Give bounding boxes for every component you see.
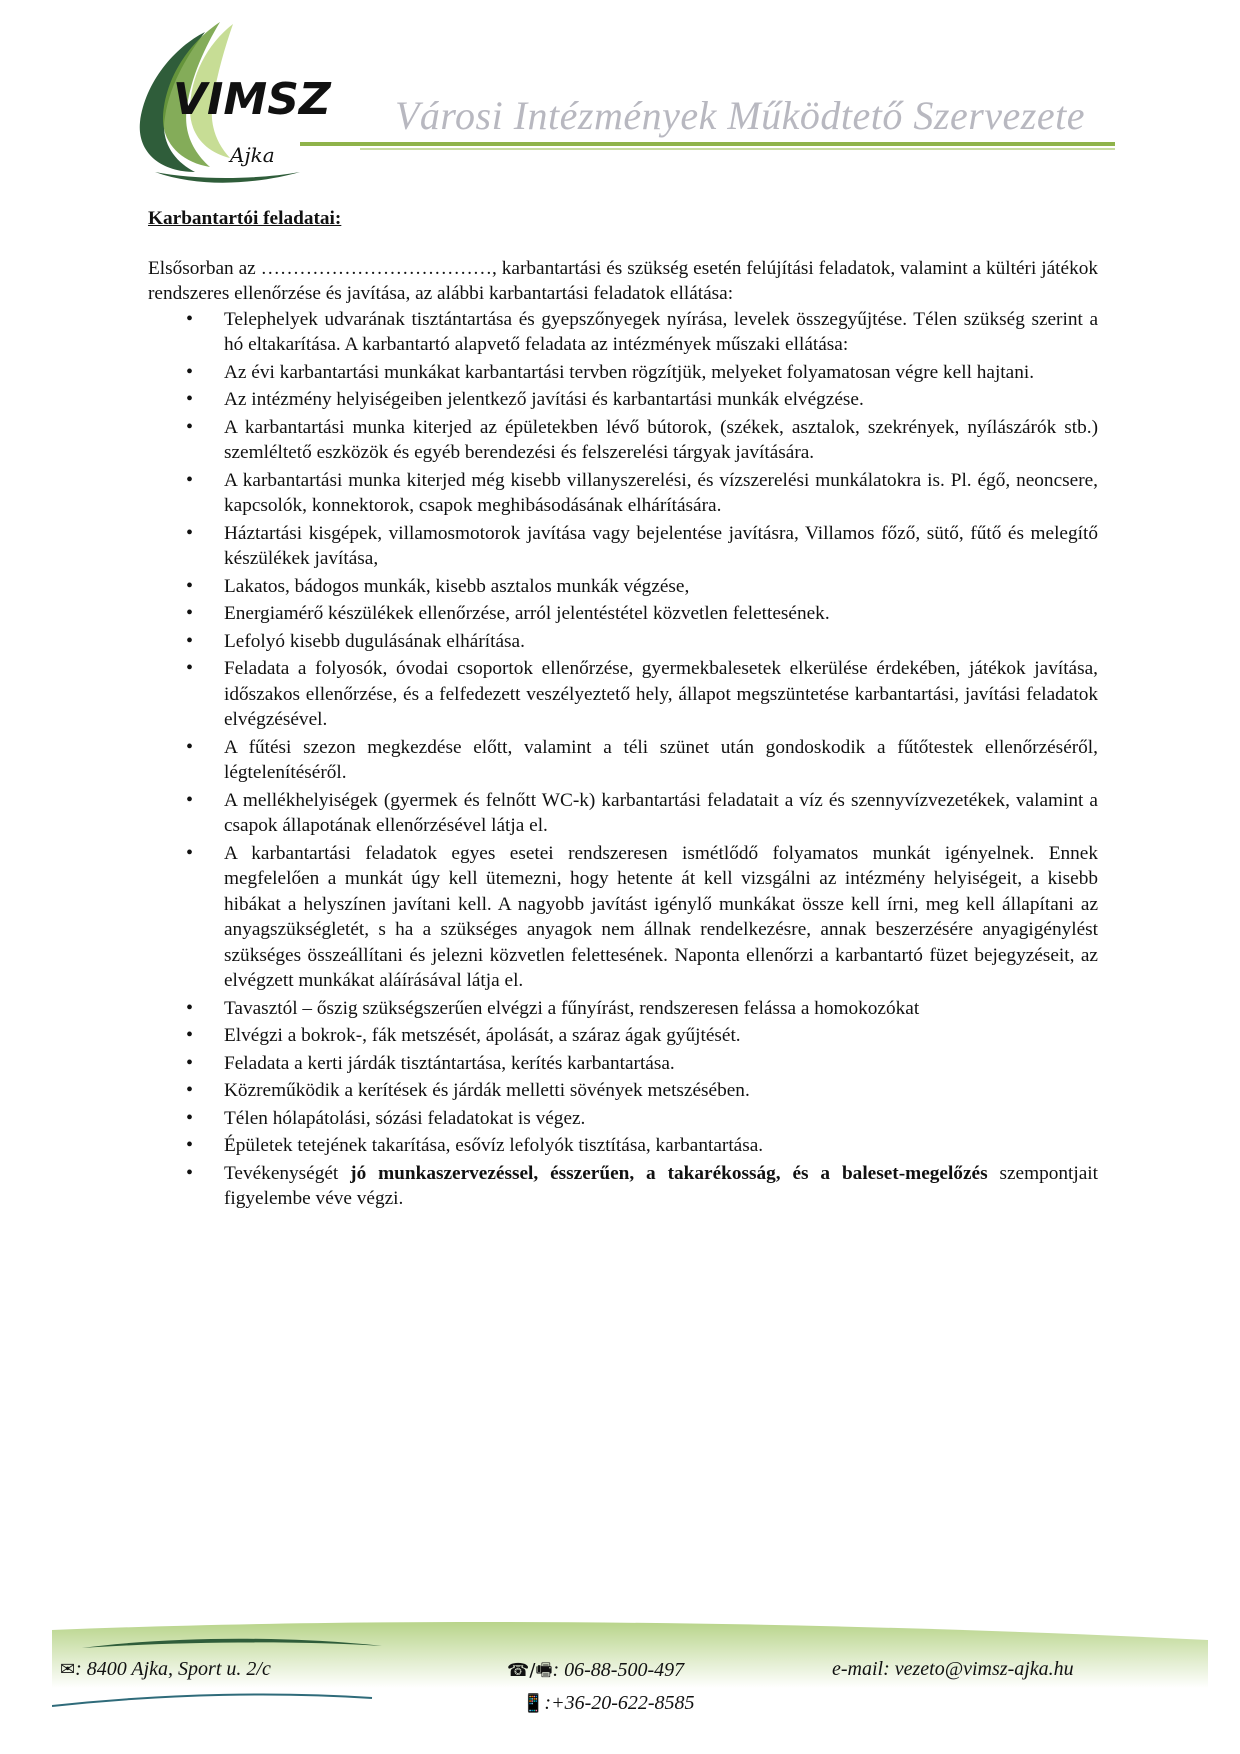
footer-email: e-mail: vezeto@vimsz-ajka.hu (832, 1658, 1074, 1680)
footer-mobile: 📱:+36-20-622-8585 (522, 1692, 695, 1714)
document-body (148, 206, 1098, 1214)
task-item: • A fűtési szezon megkezdése előtt, valamint a téli szünet után gondoskodik a fűtőtestek ellenőrzéséről, légtelenítéséről. (148, 735, 1098, 786)
task-item: • A karbantartási munka kiterjed az épületekben lévő bútorok, (székek, asztalok, szekrények, nyílászárók stb.) szemléltető eszközök és egyéb berendezési és felszerelési tárgyak javítására. (148, 415, 1098, 466)
task-item: • A mellékhelyiségek (gyermek és felnőtt WC-k) karbantartási feladatait a víz és szennyvízvezetékek, valamint a csapok állapotának ellenőrzésével látja el. (148, 788, 1098, 839)
task-item: • Épületek tetejének takarítása, esővíz lefolyók tisztítása, karbantartása. (148, 1133, 1098, 1159)
task-item: • Feladata a folyosók, óvodai csoportok ellenőrzése, gyermekbalesetek elkerülése érdekében, játékok javítása, időszakos ellenőrzése, és a felfedezett veszélyeztető hely, állapot megszüntetése karbantartási, javítási feladatok elvégzésével. (148, 656, 1098, 733)
header-rule-light (360, 148, 1115, 150)
footer-address: ✉: 8400 Ajka, Sport u. 2/c (60, 1658, 271, 1680)
task-item: • Elvégzi a bokrok-, fák metszését, ápolását, a száraz ágak gyűjtését. (148, 1023, 1098, 1049)
task-list (148, 307, 1098, 1212)
task-item: • Feladata a kerti járdák tisztántartása, kerítés karbantartása. (148, 1051, 1098, 1077)
svg-text:Ajka: Ajka (230, 143, 275, 167)
task-item: • A karbantartási feladatok egyes esetei rendszeresen ismétlődő folyamatos munkát igényelnek. Ennek megfelelően a munkát úgy kell ütemezni, hogy hetente át kell vizsgálni az intézmény helyiségeit, a kisebb hibákat a helyszínen javítani kell. A nagyobb javítást igénylő munkákat össze kell írni, meg kell állapítani az anyagszükségletét, s ha a szükséges anyagok nem állnak rendelkezésre, annak beszerzésére anyagigénylést szükséges összeállítani és jelezni közvetlen felettesének. Naponta ellenőrzi a karbantartó füzet bejegyzéseit, az elvégzett munkákat aláírásával látja el. (148, 841, 1098, 994)
task-item: • Közreműködik a kerítések és járdák melletti sövények metszésében. (148, 1078, 1098, 1104)
section-heading: Karbantartói feladatai: (148, 208, 342, 229)
mail-icon: ✉ (60, 1659, 76, 1680)
mobile-phone-icon: 📱 (522, 1693, 545, 1714)
header-rule (300, 142, 1115, 146)
task-item-final: • Tevékenységét jó munkaszervezéssel, ésszerűen, a takarékosság, és a baleset-megelőzés szempontjait figyelembe véve végzi. (148, 1161, 1098, 1212)
phone-fax-icon: ☎/🖷 (507, 1660, 553, 1681)
task-item: • A karbantartási munka kiterjed még kisebb villanyszerelési, és vízszerelési munkálatokra is. Pl. égő, neoncsere, kapcsolók, konnektorok, csapok meghibásodásának elhárítására. (148, 468, 1098, 519)
task-item: • Az intézmény helyiségeiben jelentkező javítási és karbantartási munkák elvégzése. (148, 387, 1098, 413)
footer-phone: ☎/🖷: 06-88-500-497 (507, 1659, 685, 1681)
page-footer (52, 1618, 1208, 1728)
vimsz-logo (135, 22, 345, 192)
task-item: • Télen hólapátolási, sózási feladatokat is végez. (148, 1106, 1098, 1132)
task-item: • Lakatos, bádogos munkák, kisebb asztalos munkák végzése, (148, 574, 1098, 600)
task-item: • Az évi karbantartási munkákat karbantartási tervben rögzítjük, melyeket folyamatosan végre kell hajtani. (148, 360, 1098, 386)
task-item: • Energiamérő készülékek ellenőrzése, arról jelentéstétel közvetlen felettesének. (148, 601, 1098, 627)
task-item: • Háztartási kisgépek, villamosmotorok javítása vagy bejelentése javításra, Villamos főző, sütő, fűtő és melegítő készülékek javítása, (148, 521, 1098, 572)
task-item: • Telephelyek udvarának tisztántartása és gyepszőnyegek nyírása, levelek összegyűjtése. Télen szükség szerint a hó eltakarítása. A karbantartó alapvető feladata az intézmények műszaki ellátása: (148, 307, 1098, 358)
svg-text:VIMSZ: VIMSZ (173, 74, 331, 125)
task-item: • Lefolyó kisebb dugulásának elhárítása. (148, 629, 1098, 655)
organization-title: Városi Intézmények Működtető Szervezete (395, 93, 1085, 138)
task-item: • Tavasztól – őszig szükségszerűen elvégzi a fűnyírást, rendszeresen felássa a homokozókat (148, 996, 1098, 1022)
intro-paragraph: Elsősorban az ………………………………, karbantartási és szükség esetén felújítási feladatok, valamint a kültéri játékok rendszeres ellenőrzése és javítása, az alábbi karbantartási feladatok ellátása: (148, 257, 1098, 304)
